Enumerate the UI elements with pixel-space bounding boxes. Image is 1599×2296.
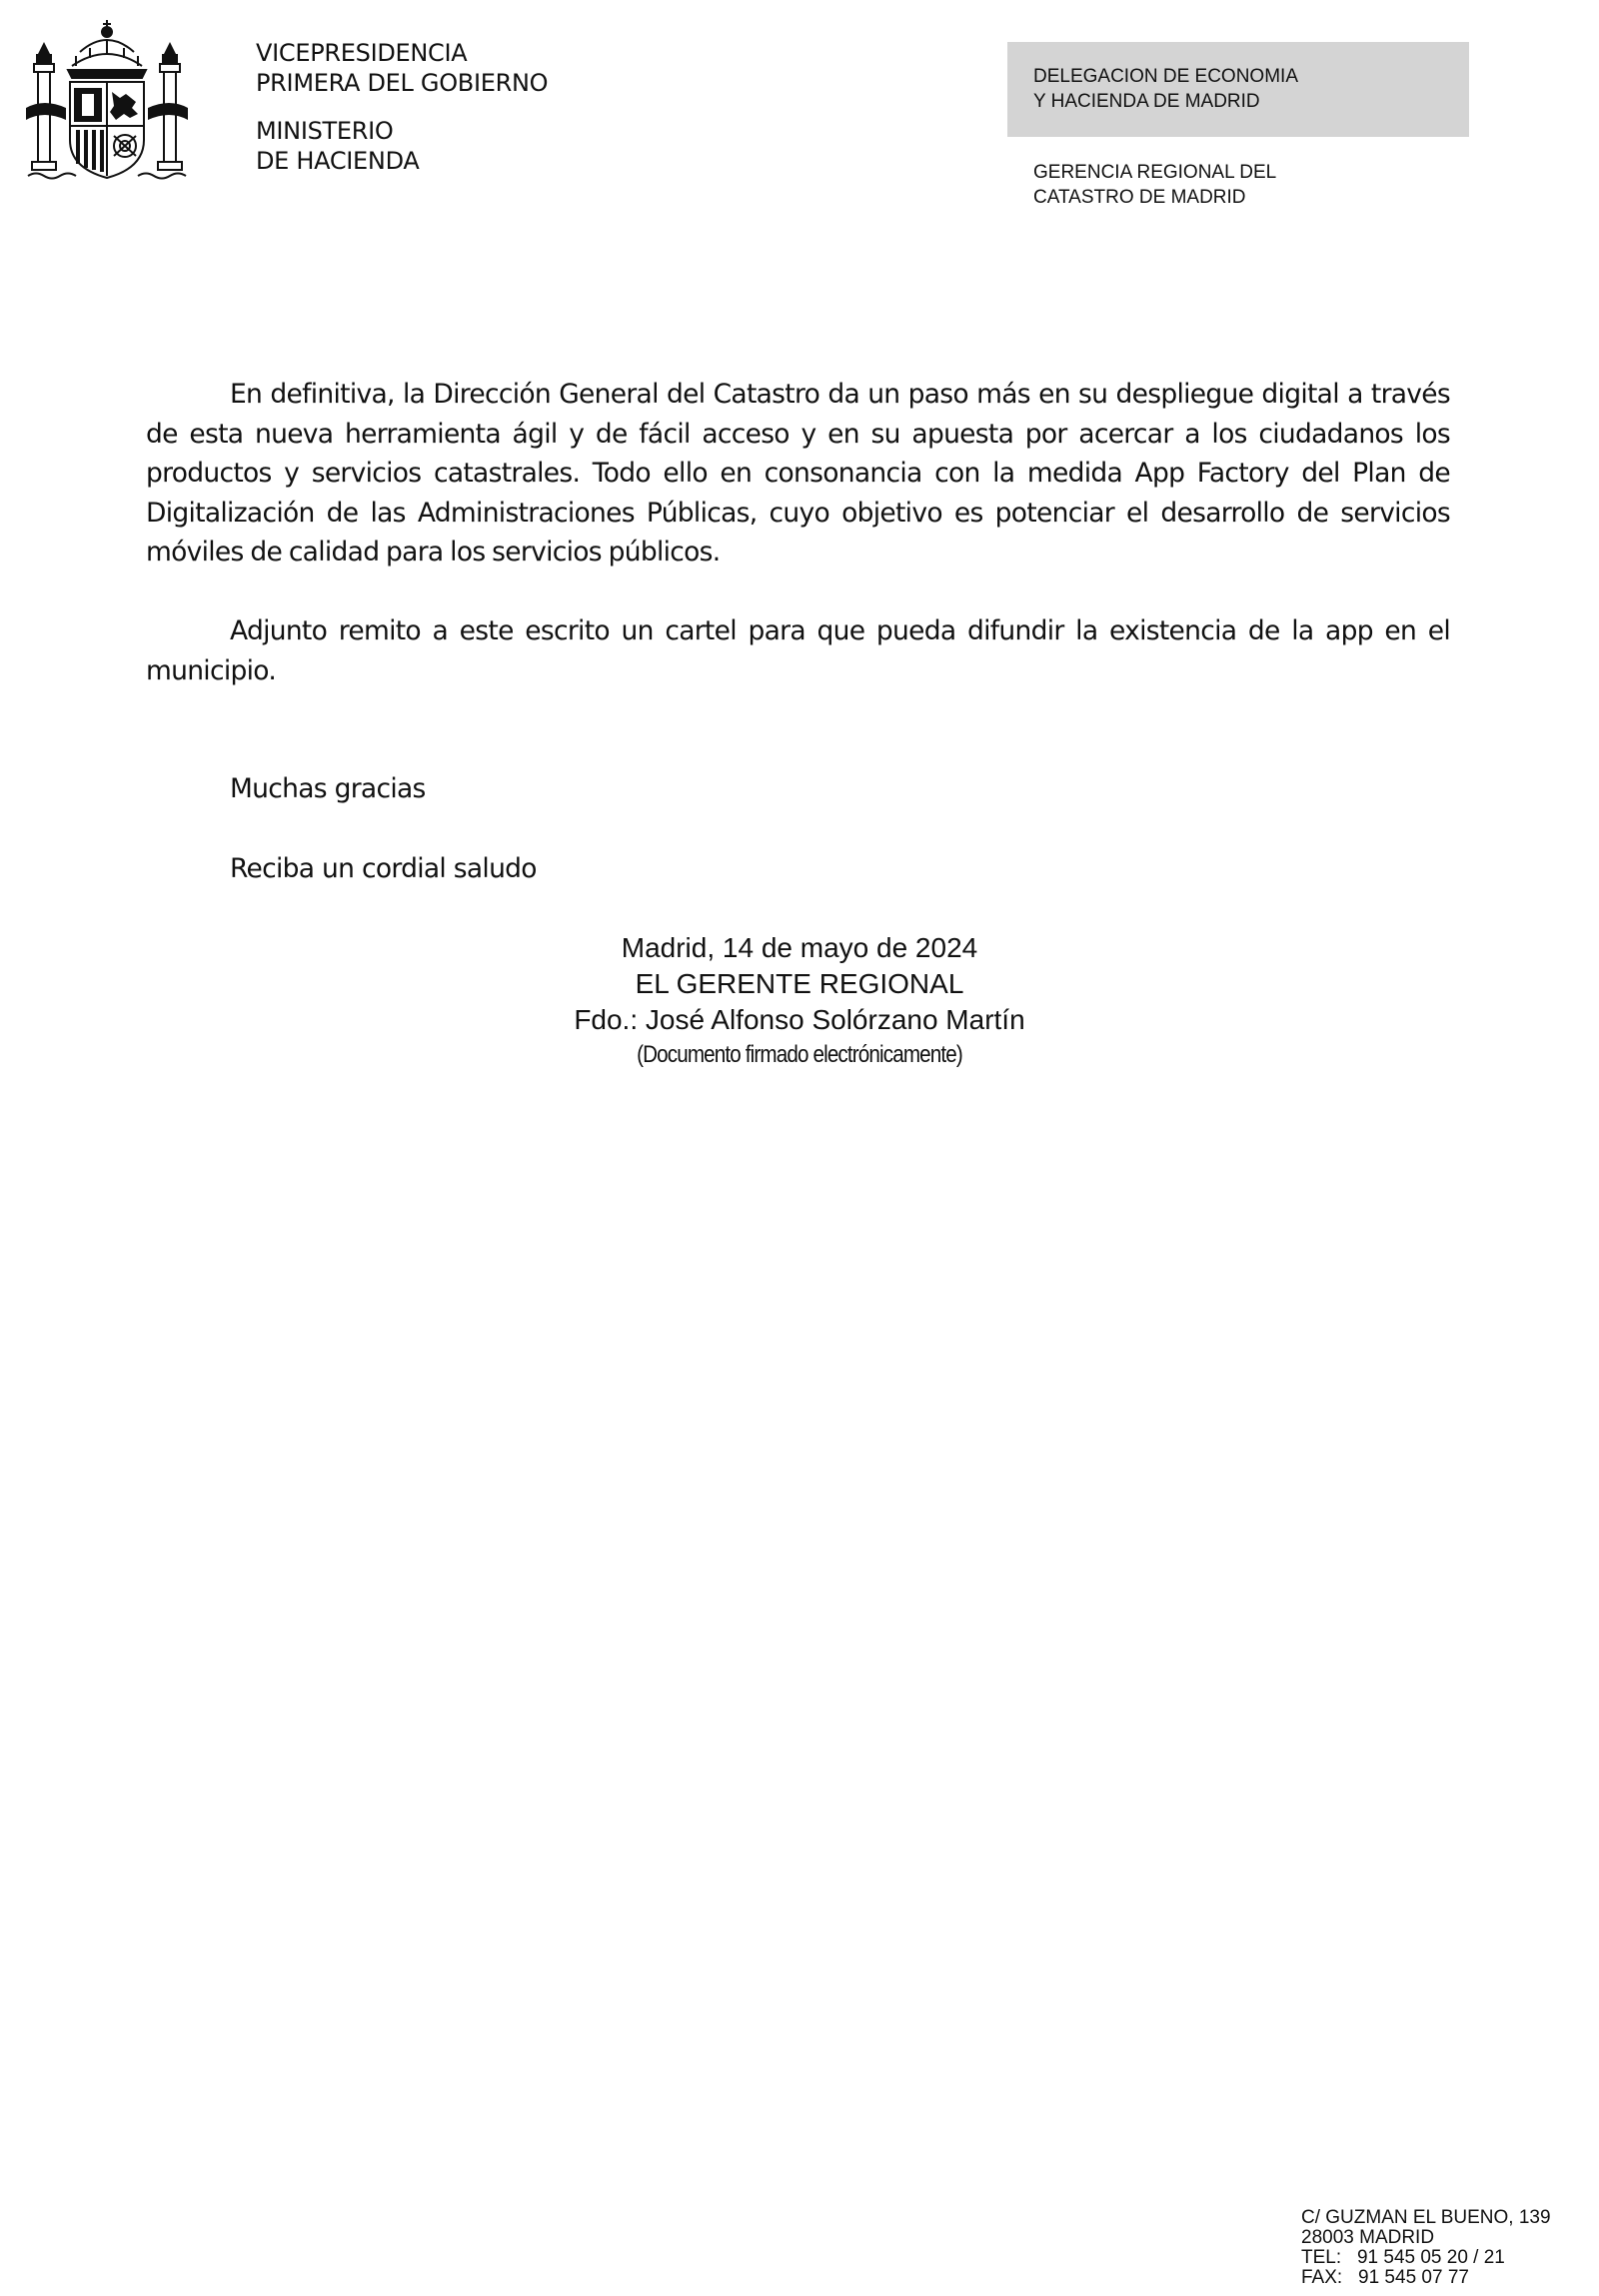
delegation-label: DELEGACION DE ECONOMIA Y HACIENDA DE MADRID [1007,42,1469,137]
signer-role: EL GERENTE REGIONAL [635,968,964,999]
vicepresidency-name: VICEPRESIDENCIA PRIMERA DEL GOBIERNO [256,39,549,97]
telephone: TEL: 91 545 05 20 / 21 [1301,2247,1505,2268]
ministry-name: MINISTERIO DE HACIENDA [256,117,420,175]
street-address: C/ GUZMAN EL BUENO, 139 [1301,2207,1551,2228]
ministry-header [256,38,548,176]
signature-block [500,930,1099,1072]
fax-number: FAX: 91 545 07 77 [1301,2267,1469,2288]
body-paragraph: En definitiva, la Dirección General del Catastro da un paso más en su despliegue digital a través de esta nueva herramienta ágil y de fácil acceso y en su apuesta por acercar a los ciudadanos los productos y servicios catastrales. Todo ello en consonancia con la medida App Factory del Plan de Digitalización de las Administraciones Públicas, cuyo objetivo es potenciar el desarrollo de servicios móviles de calidad para los servicios públicos. [146,379,1450,568]
body-paragraph: Adjunto remito a este escrito un cartel para que pueda difundir la existencia de la app en el municipio. [146,615,1450,686]
postal-code: 28003 MADRID [1301,2227,1435,2248]
closing-thanks: Muchas gracias [230,773,426,804]
spanish-coat-of-arms-icon [20,8,194,186]
footer-address [1301,2208,1551,2288]
place-date: Madrid, 14 de mayo de 2024 [621,932,978,963]
letter-body [146,375,1450,690]
signature-note: (Documento firmado electrónicamente) [637,1041,962,1068]
signer-name: Fdo.: José Alfonso Solórzano Martín [574,1004,1025,1035]
closing-regards: Reciba un cordial saludo [230,853,537,884]
gerencia-label: GERENCIA REGIONAL DEL CATASTRO DE MADRID [1033,162,1277,208]
